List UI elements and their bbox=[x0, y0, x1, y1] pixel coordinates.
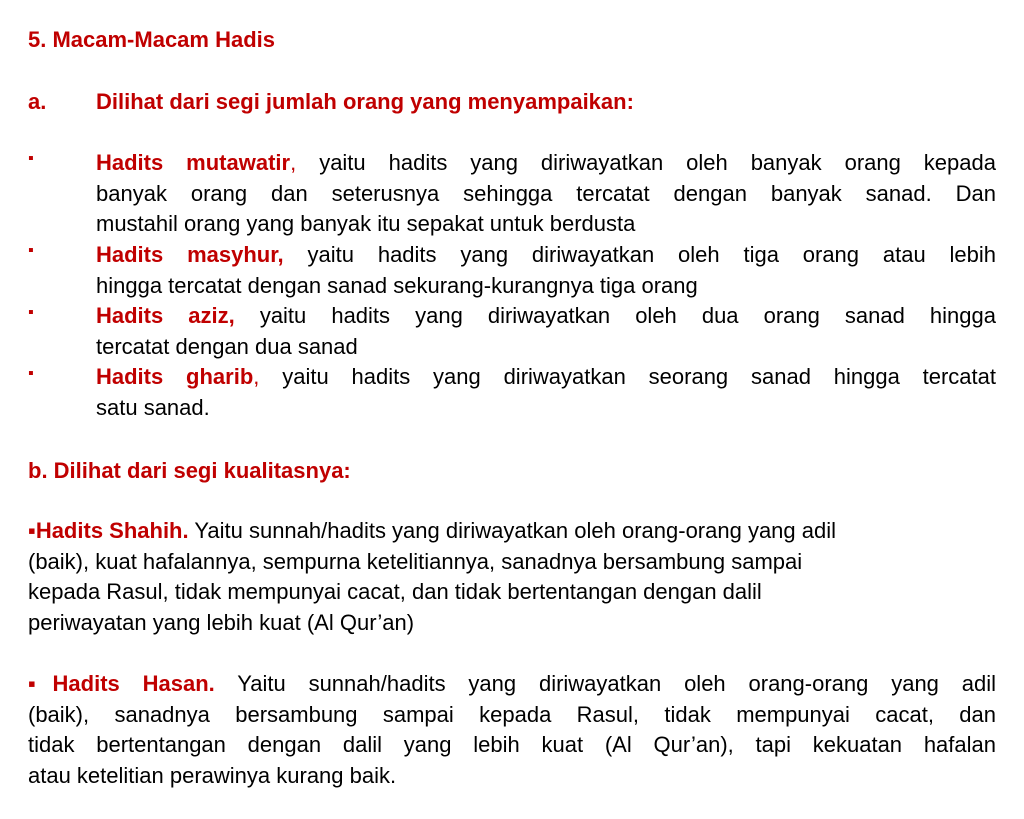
item-line bbox=[96, 301, 996, 332]
item-line: satu sanad. bbox=[96, 394, 210, 420]
item-term-suffix: , bbox=[290, 150, 297, 175]
list-item bbox=[96, 301, 996, 362]
item-line: banyak orang dan seterusnya sehingga tercatat dengan banyak sanad. Dan bbox=[96, 180, 996, 206]
list-item-shahih bbox=[28, 516, 996, 638]
item-line: (baik), sanadnya bersambung sampai kepada Rasul, tidak mempunyai cacat, dan bbox=[28, 701, 996, 727]
bullet-icon: ▪ bbox=[28, 518, 36, 543]
item-term: Hadits mutawatir bbox=[96, 150, 291, 175]
item-line: mustahil orang yang banyak itu sepakat untuk berdusta bbox=[96, 211, 636, 236]
item-term: Hadits Shahih. bbox=[35, 518, 189, 543]
item-line: hingga tercatat dengan sanad sekurang-kurangnya tiga orang bbox=[96, 272, 698, 298]
item-text: yaitu hadits yang diriwayatkan oleh tiga orang atau lebih bbox=[307, 242, 996, 267]
list-item bbox=[96, 240, 996, 301]
item-line: kepada Rasul, tidak mempunyai cacat, dan tidak bertentangan dengan dalil bbox=[28, 579, 762, 604]
item-line: tidak bertentangan dengan dalil yang lebih kuat (Al Qur’an), tapi kekuatan hafalan bbox=[28, 732, 996, 757]
bullet-icon: ▪ bbox=[28, 304, 34, 321]
item-term-suffix: , bbox=[253, 364, 260, 389]
section-b-title: b. Dilihat dari segi kualitasnya: bbox=[28, 458, 351, 483]
item-term: Hadits gharib bbox=[96, 364, 254, 389]
list-item bbox=[96, 362, 996, 423]
item-line bbox=[28, 516, 996, 547]
item-line: periwayatan yang lebih kuat (Al Qur’an) bbox=[28, 609, 415, 635]
item-term: Hadits Hasan. bbox=[52, 671, 215, 696]
section-a-title: Dilihat dari segi jumlah orang yang menyampaikan: bbox=[96, 89, 634, 114]
bullet-icon: ▪ bbox=[28, 242, 34, 259]
bullet-icon: ▪ bbox=[28, 150, 34, 167]
item-line: atau ketelitian perawinya kurang baik. bbox=[28, 762, 397, 788]
item-line: (baik), kuat hafalannya, sempurna ketelitiannya, sanadnya bersambung sampai bbox=[28, 548, 803, 574]
list-item-hasan bbox=[28, 669, 996, 791]
item-line bbox=[96, 362, 996, 393]
item-text: yaitu hadits yang diriwayatkan oleh banyak orang kepada bbox=[319, 150, 996, 175]
bullet-icon: ▪ bbox=[28, 365, 34, 382]
page-title: 5. Macam-Macam Hadis bbox=[28, 27, 275, 52]
item-text: Yaitu sunnah/hadits yang diriwayatkan oleh orang-orang yang adil bbox=[237, 671, 997, 696]
bullet-icon: ▪ bbox=[28, 671, 53, 696]
item-line bbox=[96, 148, 996, 179]
item-text: yaitu hadits yang diriwayatkan seorang sanad hingga tercatat bbox=[282, 364, 996, 389]
item-text: Yaitu sunnah/hadits yang diriwayatkan oleh orang-orang yang adil bbox=[194, 518, 837, 543]
item-line bbox=[96, 240, 996, 271]
item-text: yaitu hadits yang diriwayatkan oleh dua orang sanad hingga bbox=[259, 303, 996, 328]
section-a-marker: a. bbox=[28, 89, 47, 114]
item-line: tercatat dengan dua sanad bbox=[96, 333, 358, 359]
item-term: Hadits aziz, bbox=[96, 303, 235, 328]
list-item bbox=[96, 148, 996, 240]
item-line bbox=[28, 669, 996, 700]
item-term: Hadits masyhur, bbox=[96, 242, 284, 267]
